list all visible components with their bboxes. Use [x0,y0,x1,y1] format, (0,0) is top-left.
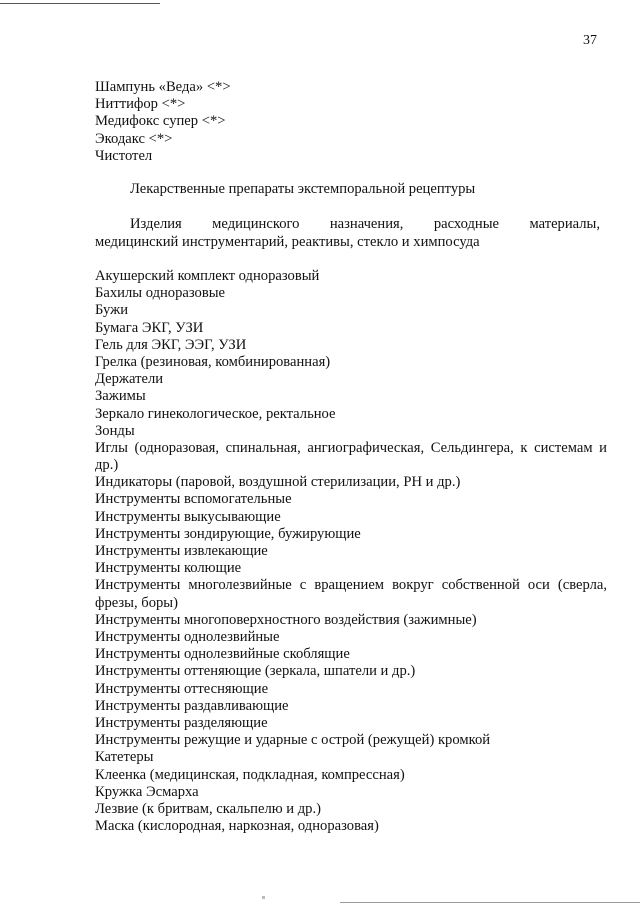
list-item: Иглы (одноразовая, спинальная, ангиографическая, Сельдингера, к системам и др.) [95,439,607,474]
section-heading-devices-line1 [130,216,600,233]
items-list [95,268,607,835]
list-item: Лезвие (к бритвам, скальпелю и др.) [95,800,321,817]
list-item: Чистотел [95,147,153,164]
list-item: Индикаторы (паровой, воздушной стерилизации, РН и др.) [95,474,461,491]
list-item: Бумага ЭКГ, УЗИ [95,319,204,336]
list-item: Шампунь «Веда» <*> [95,79,231,95]
list-item: Бужи [95,302,129,319]
list-item: Инструменты извлекающие [95,543,268,560]
list-item: Маска (кислородная, наркозная, одноразовая) [95,818,379,835]
list-item: Инструменты раздавливающие [95,697,289,714]
list-item: Инструменты многоповерхностного воздействия (зажимные) [95,611,477,628]
list-item: Инструменты разделяющие [95,714,268,731]
list-item: Инструменты колющие [95,560,242,577]
section-heading-devices-line2 [95,234,607,251]
list-item: Инструменты выкусывающие [95,508,281,525]
list-item: Инструменты оттеняющие (зеркала, шпатели и др.) [95,663,416,680]
list-item: Гель для ЭКГ, ЭЭГ, УЗИ [95,336,247,353]
section-heading-drugs: Лекарственные препараты экстемпоральной рецептуры [130,181,476,197]
list-item: Инструменты оттесняющие [95,680,269,697]
list-item: Экодакс <*> [95,130,173,147]
list-item: Инструменты режущие и ударные с острой (режущей) кромкой [95,732,491,749]
list-item: Держатели [95,371,164,388]
list-item: Инструменты зондирующие, бужирующие [95,525,361,542]
scan-speck [262,896,265,899]
list-item: Инструменты однолезвийные скоблящие [95,646,350,663]
list-item: Инструменты вспомогательные [95,491,292,508]
bottom-rule [340,902,640,903]
list-item: Зеркало гинекологическое, ректальное [95,405,336,422]
section-heading-devices-text2: медицинский инструментарий, реактивы, стекло и химпосуда [95,234,480,250]
list-item: Зонды [95,422,135,439]
list-item: Клеенка (медицинская, подкладная, компрессная) [95,766,405,783]
list-item: Инструменты многолезвийные с вращением вокруг собственной оси (сверла, фрезы, боры) [95,577,607,611]
list-item: Кружка Эсмарха [95,783,199,800]
top-items-list [95,79,607,165]
list-item: Грелка (резиновая, комбинированная) [95,353,331,370]
list-item: Зажимы [95,388,146,405]
list-item: Катетеры [95,749,154,766]
list-item: Акушерский комплект одноразовый [95,268,320,284]
page-number: 37 [583,33,597,48]
list-item: Медифокс супер <*> [95,113,226,130]
list-item: Ниттифор <*> [95,96,186,113]
section-heading-devices-text1: Изделия медицинского назначения, расходные материалы, [130,216,600,232]
list-item: Инструменты однолезвийные [95,629,280,645]
top-left-rule [0,3,160,4]
list-item: Бахилы одноразовые [95,285,226,302]
